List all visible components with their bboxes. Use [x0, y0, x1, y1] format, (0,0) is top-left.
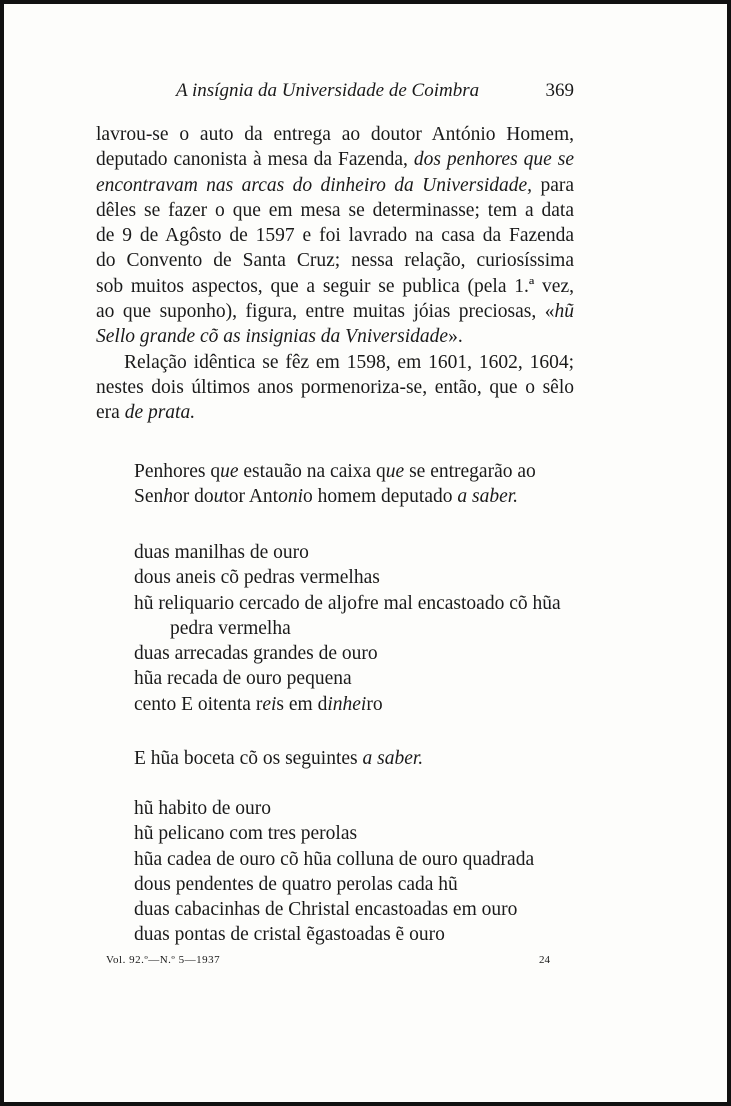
quote-intro — [134, 459, 584, 510]
list-item: duas arrecadas grandes de ouro — [134, 643, 378, 665]
page-number: 369 — [545, 80, 574, 101]
list-item: hũ pelicano com tres perolas — [134, 823, 358, 845]
list-item: dous pendentes de quatro perolas cada hũ — [134, 873, 458, 895]
text-line: deputado canonista à mesa da Fazenda, dos penhores que se — [96, 149, 574, 171]
text-line: lavrou-se o auto da entrega ao doutor António Homem, — [96, 124, 574, 145]
list-item: hũ habito de ouro — [134, 798, 272, 819]
list-item: hũ reliquario cercado de aljofre mal encastoado cõ hũa — [134, 592, 561, 614]
italic-phrase: dos penhores que se — [413, 149, 574, 171]
text-line: Relação idêntica se fêz em 1598, em 1601, 1602, 1604; — [124, 351, 574, 373]
text-line: dêles se fazer o que em mesa se determinasse; tem a data — [96, 199, 574, 221]
box-line — [134, 746, 584, 771]
item-list-1 — [134, 540, 584, 717]
list-item: hũa recada de ouro pequena — [134, 668, 352, 690]
italic-phrase: Sello grande cõ as insignias da Vniversidade — [96, 326, 449, 348]
running-title: A insígnia da Universidade de Coimbra — [176, 80, 480, 101]
item-list-2 — [134, 796, 584, 948]
text-line: sob muitos aspectos, que a seguir se publica (pela 1.ª vez, — [96, 275, 574, 297]
paragraph-1 — [96, 122, 574, 350]
volume-note: Vol. 92.º—N.º 5—1937 — [106, 954, 221, 966]
text-line: de 9 de Agôsto de 1597 e foi lavrado na casa da Fazenda — [96, 225, 574, 247]
text-line: ao que suponho), figura, entre muitas jóias preciosas, «hũ — [96, 301, 574, 323]
paragraph-2 — [96, 350, 574, 426]
list-item: duas pontas de cristal ẽgastoadas ẽ ouro — [134, 924, 445, 946]
text-line: encontravam nas arcas do dinheiro da Universidade, para — [96, 174, 574, 196]
text-line: nestes dois últimos anos pormenoriza-se, então, que o sêlo — [96, 376, 574, 398]
italic-phrase: de prata. — [124, 402, 196, 424]
signature-mark: 24 — [539, 954, 550, 966]
text-line: Sello grande cõ as insignias da Vniversidade». — [96, 326, 463, 348]
text-line: era de prata. — [96, 402, 196, 424]
list-item: duas manilhas de ouro — [134, 542, 309, 563]
main-text — [96, 122, 574, 426]
italic-phrase: encontravam nas arcas do dinheiro da Universidade, — [96, 174, 533, 196]
text-line: do Convento de Santa Cruz; nessa relação, curiosíssima — [96, 250, 574, 272]
list-item: cento E oitenta reis em dinheiro — [134, 693, 383, 715]
list-item: hũa cadea de ouro cõ hũa colluna de ouro quadrada — [134, 848, 535, 870]
italic-phrase: hũ — [554, 301, 574, 323]
quote-line: E hũa boceta cõ os seguintes a saber. — [134, 748, 424, 769]
list-item: dous aneis cõ pedras vermelhas — [134, 567, 380, 589]
quote-line: Penhores que estauão na caixa que se entregarão ao — [134, 461, 536, 482]
list-item: duas cabacinhas de Christal encastoadas em ouro — [134, 899, 518, 921]
quote-line: Senhor doutor Antonio homem deputado a saber. — [134, 486, 519, 508]
list-item: pedra vermelha — [170, 617, 291, 639]
